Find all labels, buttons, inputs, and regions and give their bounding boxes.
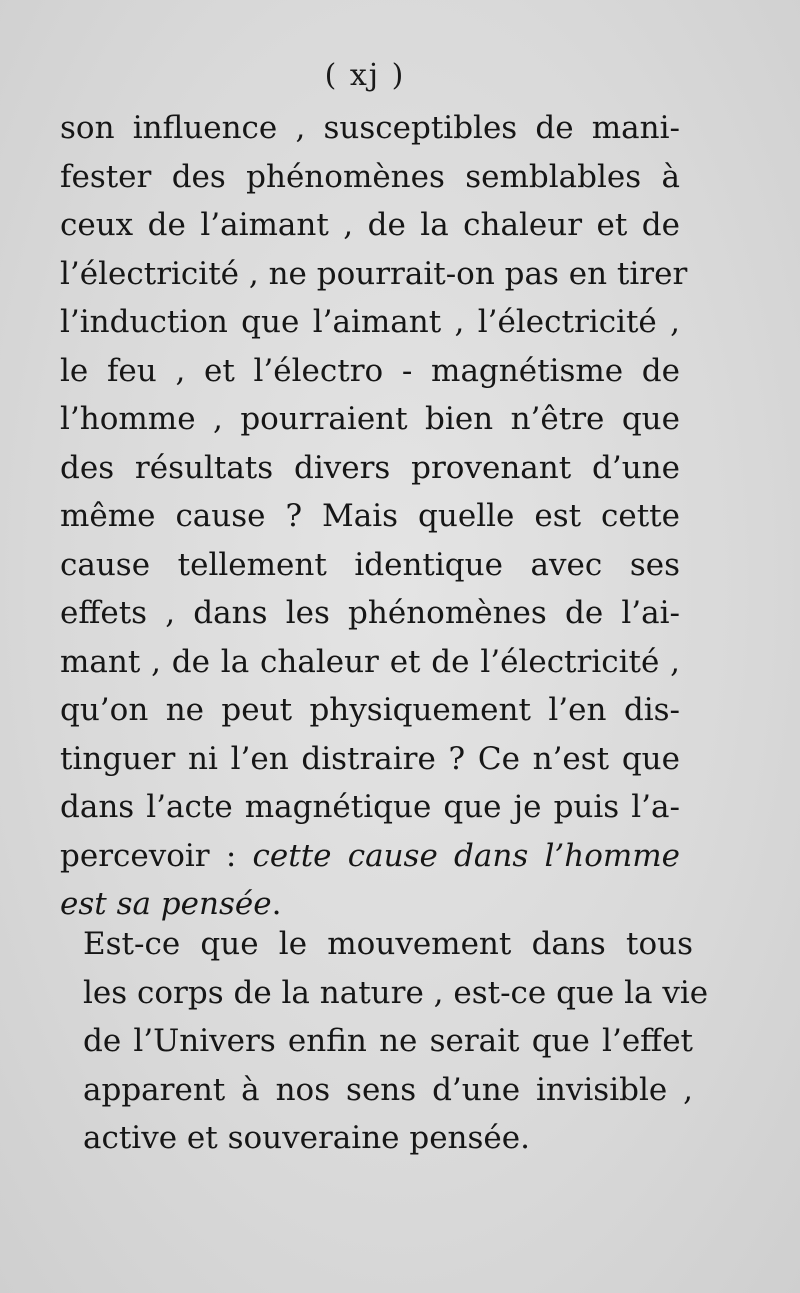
text-run: percevoir : <box>60 837 253 874</box>
text-line: l’électricité , ne pourrait-on pas en tirer <box>60 255 688 292</box>
paragraph-1 <box>60 104 688 929</box>
text-line: les corps de la nature , est-ce que la vie <box>83 974 709 1011</box>
text-line-mixed <box>60 832 680 881</box>
text-line: tinguer ni l’en distraire ? Ce n’est que <box>60 740 680 777</box>
italic-emphasis: cette cause dans l’homme <box>252 837 681 874</box>
text-line: mant , de la chaleur et de l’électricité , <box>60 643 680 680</box>
text-line: Est-ce que le mouvement dans tous <box>83 926 693 962</box>
italic-emphasis: est sa pensée <box>60 886 272 922</box>
text-line: effets , dans les phénomènes de l’ai- <box>60 595 680 631</box>
text-line: qu’on ne peut physiquement l’en dis- <box>60 692 680 728</box>
text-line: le feu , et l’électro - magnétisme de <box>60 352 680 389</box>
text-line: des résultats divers provenant d’une <box>60 449 680 486</box>
text-line: ceux de l’aimant , de la chaleur et de <box>60 207 680 243</box>
text-line: apparent à nos sens d’une invisible , <box>83 1071 693 1108</box>
text-line: de l’Univers enfin ne serait que l’effet <box>83 1023 693 1059</box>
text-line: active et souveraine pensée. <box>83 1120 530 1156</box>
text-line: dans l’acte magnétique que je puis l’a- <box>60 789 680 825</box>
text-line: l’homme , pourraient bien n’être que <box>60 401 680 437</box>
text-run: . <box>271 886 282 922</box>
paragraph-2 <box>83 920 709 1163</box>
text-line: fester des phénomènes semblables à <box>60 158 680 195</box>
page-number: ( xj ) <box>324 58 406 93</box>
text-line: cause tellement identique avec ses <box>60 546 680 583</box>
text-line: même cause ? Mais quelle est cette <box>60 498 680 534</box>
text-line: l’induction que l’aimant , l’électricité , <box>60 304 680 340</box>
text-line: son influence , susceptibles de mani- <box>60 110 680 146</box>
